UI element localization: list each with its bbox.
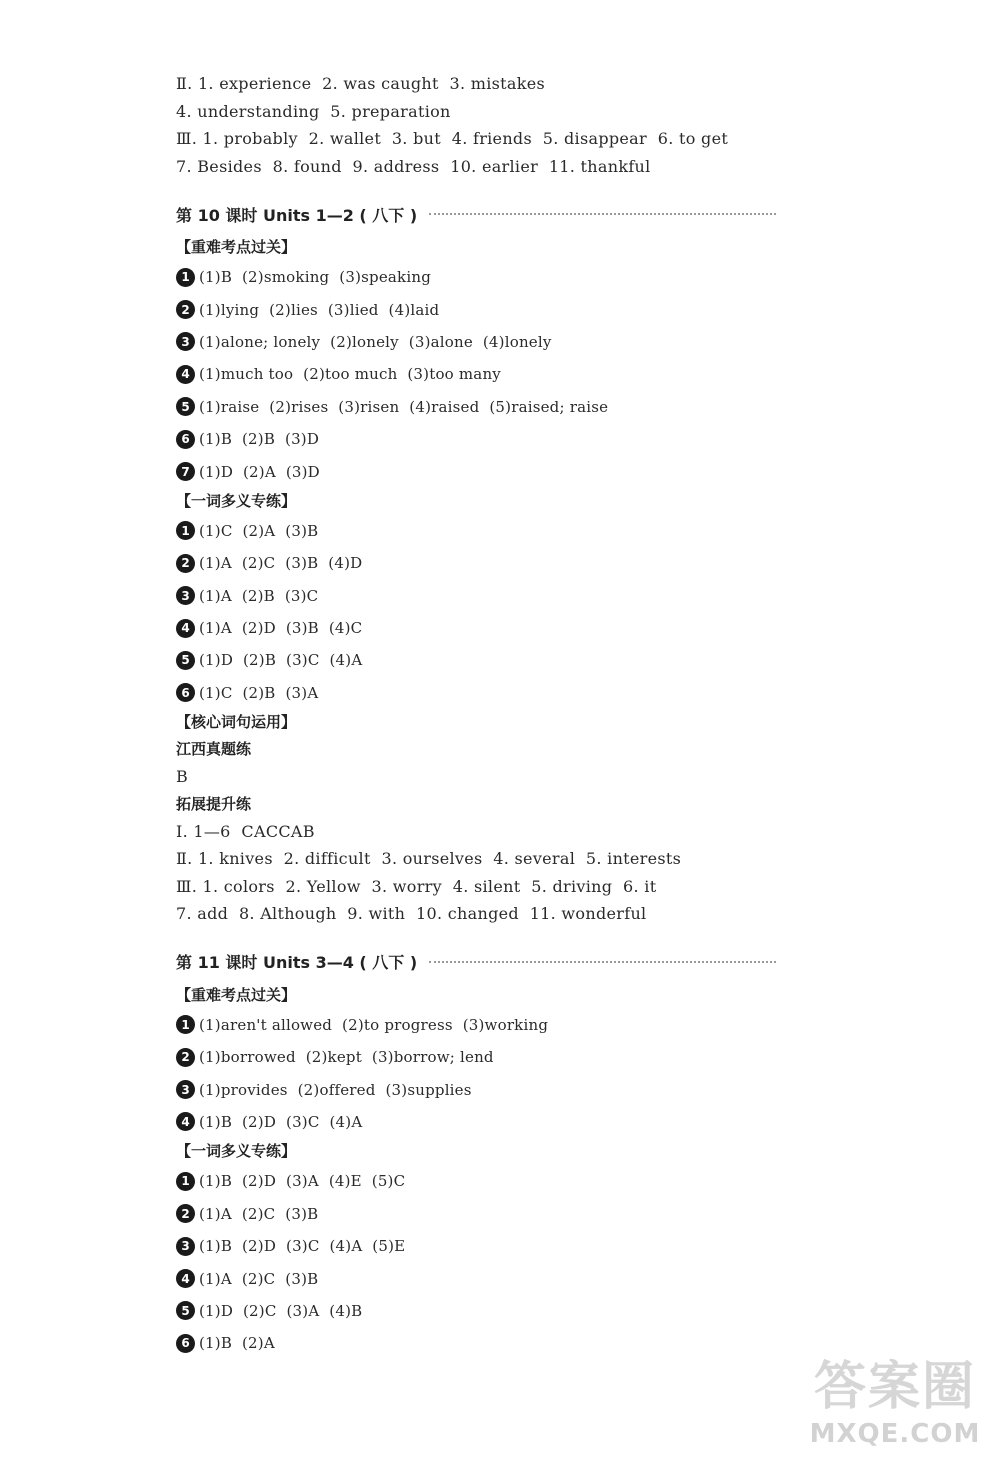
list-item — [176, 293, 776, 325]
jiangxi-label: 江西真题练 — [176, 740, 252, 759]
number-badge: 3 — [176, 1080, 195, 1099]
list-item — [176, 455, 776, 487]
number-badge: 1 — [176, 1015, 195, 1034]
polysemy-label: 【一词多义专练】 — [176, 491, 297, 510]
list-item — [176, 1041, 776, 1073]
answer-text: (1)B (2)B (3)D — [199, 430, 320, 449]
number-badge: 5 — [176, 397, 195, 416]
number-badge: 1 — [176, 268, 195, 287]
answer-text: (1)much too (2)too much (3)too many — [199, 365, 501, 384]
answer-text: (1)B (2)smoking (3)speaking — [199, 268, 432, 287]
watermark-domain: MXQE.COM — [809, 1419, 981, 1449]
answer-text: (1)A (2)B (3)C — [199, 586, 319, 605]
polysemy-label: 【一词多义专练】 — [176, 1142, 297, 1161]
list-item — [176, 391, 776, 423]
number-badge: 2 — [176, 300, 195, 319]
number-badge: 6 — [176, 430, 195, 449]
list-item — [176, 1106, 776, 1138]
list-item — [176, 1295, 776, 1327]
answer-text: (1)A (2)C (3)B (4)D — [199, 554, 363, 573]
number-badge: 4 — [176, 1112, 195, 1131]
answer-text: (1)lying (2)lies (3)lied (4)laid — [199, 300, 440, 319]
key-points-label: 【重难考点过关】 — [176, 238, 297, 256]
number-badge: 3 — [176, 1237, 195, 1256]
number-badge: 5 — [176, 1301, 195, 1320]
answer-line: 7. Besides 8. found 9. address 10. earlier 11. thankful — [176, 156, 651, 176]
answer-text: (1)alone; lonely (2)lonely (3)alone (4)lonely — [199, 332, 552, 351]
answer-line: Ⅲ. 1. probably 2. wallet 3. but 4. friends 5. disappear 6. to get — [176, 129, 729, 148]
list-item — [176, 677, 776, 709]
answer-text: (1)provides (2)offered (3)supplies — [199, 1080, 472, 1099]
watermark-logo — [800, 1355, 990, 1465]
answer-text: (1)A (2)C (3)B — [199, 1269, 319, 1288]
list-item — [176, 547, 776, 579]
list-item — [176, 580, 776, 612]
answer-line: Ⅰ. 1—6 CACCAB — [176, 821, 315, 841]
watermark-title: 答案圈 — [813, 1357, 976, 1417]
answer-text: (1)B (2)D (3)C (4)A — [199, 1112, 363, 1131]
answer-text: (1)B (2)D (3)C (4)A (5)E — [199, 1237, 406, 1256]
answer-text: (1)A (2)C (3)B — [199, 1204, 319, 1223]
answer-text: (1)C (2)B (3)A — [199, 683, 319, 702]
number-badge: 1 — [176, 1172, 195, 1191]
extension-label: 拓展提升练 — [176, 794, 252, 813]
answer-text: (1)borrowed (2)kept (3)borrow; lend — [199, 1048, 494, 1067]
answer-line: Ⅱ. 1. experience 2. was caught 3. mistakes — [176, 74, 545, 93]
lesson-10-title: 第 10 课时 Units 1—2 ( 八下 ) — [176, 205, 418, 225]
answer-text: (1)raise (2)rises (3)risen (4)raised (5)raised; raise — [199, 397, 609, 416]
number-badge: 2 — [176, 1048, 195, 1067]
extension-answers — [176, 818, 776, 928]
number-badge: 5 — [176, 651, 195, 670]
lesson-11-title: 第 11 课时 Units 3—4 ( 八下 ) — [176, 953, 418, 973]
answer-line: 7. add 8. Although 9. with 10. changed 11. wonderful — [176, 904, 647, 924]
lesson-10-heading — [176, 198, 776, 230]
number-badge: 3 — [176, 332, 195, 351]
answer-text: (1)aren't allowed (2)to progress (3)working — [199, 1015, 549, 1034]
number-badge: 7 — [176, 462, 195, 481]
list-item — [176, 326, 776, 358]
list-item — [176, 612, 776, 644]
list-item — [176, 644, 776, 676]
number-badge: 6 — [176, 1334, 195, 1353]
answer-text: (1)B (2)D (3)A (4)E (5)C — [199, 1172, 406, 1191]
lesson-11-key-points — [176, 1009, 776, 1139]
number-badge: 4 — [176, 619, 195, 638]
answer-line: Ⅲ. 1. colors 2. Yellow 3. worry 4. silent 5. driving 6. it — [176, 876, 657, 896]
answer-text: (1)D (2)A (3)D — [199, 462, 320, 481]
answer-text: (1)B (2)A — [199, 1334, 275, 1353]
list-item — [176, 1009, 776, 1041]
answer-line: 4. understanding 5. preparation — [176, 101, 451, 121]
answer-text: (1)C (2)A (3)B — [199, 521, 319, 540]
answer-text: (1)A (2)D (3)B (4)C — [199, 619, 363, 638]
list-item — [176, 1073, 776, 1105]
number-badge: 3 — [176, 586, 195, 605]
key-points-label: 【重难考点过关】 — [176, 985, 297, 1004]
dotted-leader — [429, 961, 776, 963]
number-badge: 4 — [176, 1269, 195, 1288]
list-item — [176, 1165, 776, 1197]
list-item — [176, 261, 776, 293]
answer-page — [176, 70, 776, 1359]
list-item — [176, 1198, 776, 1230]
top-answers — [176, 70, 776, 180]
lesson-11-polysemy — [176, 1165, 776, 1359]
list-item — [176, 1262, 776, 1294]
number-badge: 1 — [176, 521, 195, 540]
number-badge: 6 — [176, 683, 195, 702]
list-item — [176, 1327, 776, 1359]
list-item — [176, 1230, 776, 1262]
list-item — [176, 358, 776, 390]
answer-line: Ⅱ. 1. knives 2. difficult 3. ourselves 4. several 5. interests — [176, 849, 682, 869]
answer-text: (1)D (2)C (3)A (4)B — [199, 1301, 363, 1320]
dotted-leader — [429, 213, 776, 215]
lesson-10-key-points — [176, 261, 776, 488]
number-badge: 4 — [176, 365, 195, 384]
lesson-10-polysemy — [176, 515, 776, 709]
list-item — [176, 515, 776, 547]
number-badge: 2 — [176, 1204, 195, 1223]
jiangxi-answer: B — [176, 767, 189, 787]
number-badge: 2 — [176, 554, 195, 573]
core-label: 【核心词句运用】 — [176, 713, 297, 732]
answer-text: (1)D (2)B (3)C (4)A — [199, 651, 363, 670]
list-item — [176, 423, 776, 455]
lesson-11-heading — [176, 946, 776, 978]
